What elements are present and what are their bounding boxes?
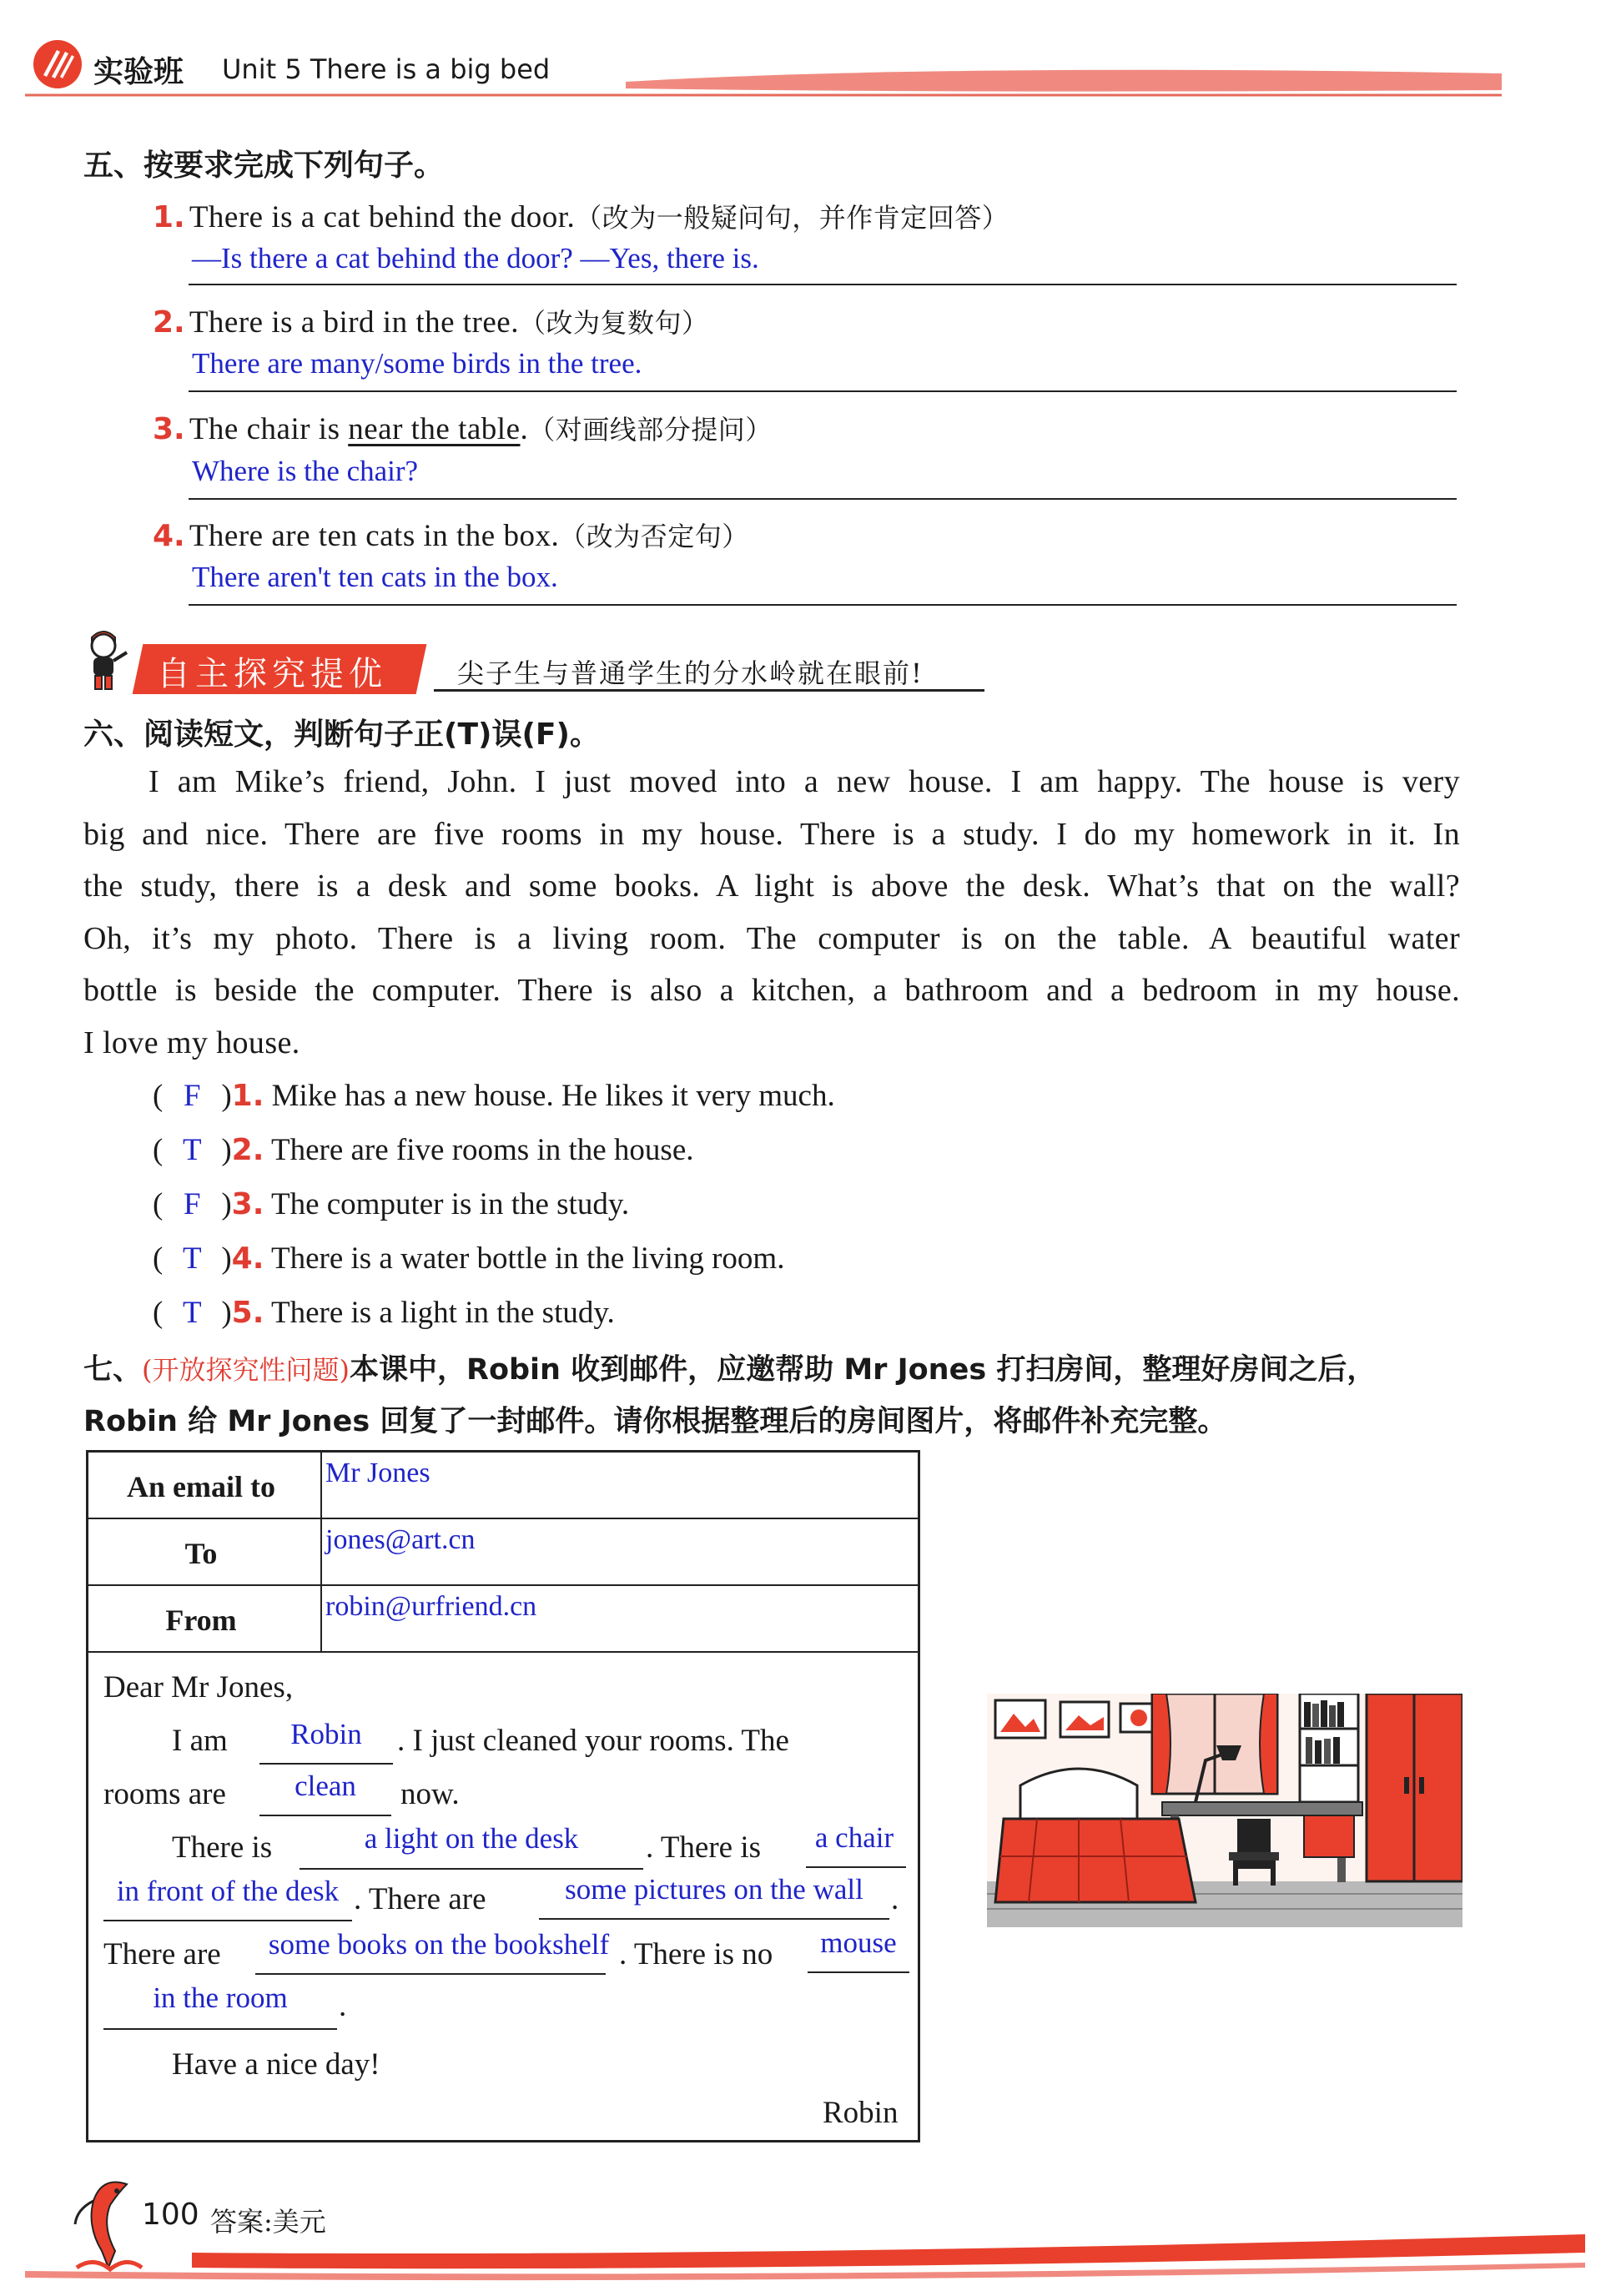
item-sentence: There are ten cats in the box.	[189, 519, 560, 553]
dolphin-mascot-icon	[68, 2176, 143, 2276]
banner-slogan: 尖子生与普通学生的分水岭就在眼前!	[457, 657, 924, 689]
item-number: 4.	[231, 1241, 264, 1276]
from-label: From	[165, 1604, 237, 1637]
item-instruction: （对画线部分提问）	[528, 414, 773, 446]
passage-line: Oh, it’s my photo. There is a living room. The computer is on the table. A beautiful water	[83, 920, 1460, 956]
item-number: 1.	[153, 200, 185, 234]
blank-line	[806, 1866, 906, 1868]
answer-line	[189, 284, 1457, 285]
item-number: 5.	[231, 1296, 264, 1330]
banner-title: 自主探究提优	[157, 655, 387, 693]
s5-item-3: 3. The chair is near the table.（对画线部分提问）	[153, 412, 773, 446]
closing-line: Have a nice day!	[172, 2047, 380, 2082]
email-form: An email to Mr Jones To jones@art.cn From robin@urfriend.cn Dear Mr Jones, I am Robin . I just cleaned your rooms. The rooms are clean now. There is a light on the desk . There is a chair in front of the desk . There are some pictures on the wall . There are some books on the bookshelf . There is no mouse in the room . Have a nice day! Robin	[86, 1450, 920, 2142]
passage-line: big and nice. There are five rooms in my house. There is a study. I do my homework in it. In	[83, 816, 1460, 852]
to-label: To	[184, 1537, 218, 1570]
passage-line: the study, there is a desk and some books. A light is above the desk. What’s that on the wall?	[83, 869, 1460, 904]
tf-statement: There is a light in the study.	[270, 1296, 615, 1330]
banner-underline	[434, 689, 984, 692]
s5-answer-2: There are many/some birds in the tree.	[192, 347, 642, 380]
item-number: 1.	[231, 1079, 264, 1113]
room-illustration	[987, 1694, 1463, 1927]
tf-answer: T	[183, 1241, 202, 1276]
blank-line	[103, 1920, 352, 1921]
page-number: 100	[142, 2198, 199, 2232]
answer-line	[189, 390, 1457, 392]
tf-statement: There is a water bottle in the living room.	[270, 1241, 785, 1276]
tf-item-2: ( T )2. There are five rooms in the house.	[153, 1133, 694, 1167]
tf-statement: There are five rooms in the house.	[270, 1133, 694, 1167]
item-number: 3.	[153, 412, 185, 446]
section7-instruction: Robin 给 Mr Jones 回复了一封邮件。请你根据整理后的房间图片，将邮件补充完整。	[83, 1405, 1227, 1438]
tf-answer: F	[184, 1079, 201, 1113]
underlined-phrase: near the table	[348, 412, 521, 446]
passage-line: bottle is beside the computer. There is also a kitchen, a bathroom and a bedroom in my house.	[83, 973, 1460, 1008]
fill-front: in front of the desk	[116, 1875, 340, 1907]
fill-state: clean	[295, 1770, 356, 1802]
fill-room: in the room	[153, 1981, 288, 2014]
tf-item-1: ( F )1. Mike has a new house. He likes it very much.	[153, 1079, 835, 1113]
s5-item-1	[153, 197, 1009, 235]
email-to-label: An email to	[127, 1470, 275, 1503]
blank-line	[259, 1763, 393, 1765]
answer-line	[189, 604, 1457, 606]
book-logo-icon	[32, 38, 83, 90]
open-question-tag: (开放探究性问题)	[142, 1354, 350, 1386]
fill-light: a light on the desk	[364, 1822, 579, 1855]
blank-line	[808, 1971, 909, 1973]
fill-books: some books on the bookshelf	[268, 1928, 610, 1961]
table-divider	[88, 1518, 918, 1519]
item-sentence: The chair is	[189, 412, 349, 446]
tf-answer: T	[183, 1133, 202, 1167]
reading-passage	[83, 756, 1460, 1069]
section6-heading: 六、阅读短文，判断句子正(T)误(F)。	[83, 718, 600, 752]
passage-line: I love my house.	[83, 1025, 300, 1060]
tf-answer: T	[183, 1296, 202, 1330]
from-value: robin@urfriend.cn	[325, 1591, 537, 1622]
section5-heading: 五、按要求完成下列句子。	[83, 149, 445, 183]
item-number: 2.	[153, 305, 185, 340]
blank-line	[103, 2028, 337, 2030]
greeting: Dear Mr Jones,	[103, 1670, 294, 1704]
item-sentence: There is a cat behind the door.	[189, 200, 576, 234]
blank-line	[259, 1815, 391, 1816]
signature: Robin	[823, 2096, 899, 2130]
to-value: jones@art.cn	[325, 1524, 476, 1555]
item-instruction: （改为否定句）	[559, 521, 749, 552]
s5-item-4	[153, 516, 749, 554]
item-sentence: There is a bird in the tree.	[189, 305, 519, 340]
fill-name: Robin	[290, 1718, 362, 1750]
fill-chair: a chair	[814, 1821, 894, 1854]
item-number: 4.	[153, 519, 185, 553]
table-divider	[320, 1453, 322, 1653]
fill-pictures: some pictures on the wall	[565, 1873, 863, 1906]
mascot-icon	[77, 627, 135, 694]
s5-answer-1: —Is there a cat behind the door? —Yes, there is.	[192, 242, 759, 274]
item-instruction: （改为复数句）	[518, 307, 709, 339]
fill-mouse: mouse	[820, 1926, 897, 1959]
tf-item-3: ( F )3. The computer is in the study.	[153, 1187, 630, 1221]
blank-line	[539, 1918, 889, 1920]
section7-heading: 七、(开放探究性问题)本课中，Robin 收到邮件，应邀帮助 Mr Jones 打扫房间，整理好房间之后，	[83, 1353, 1377, 1387]
blank-line	[255, 1973, 606, 1975]
tf-item-4: ( T )4. There is a water bottle in the living room.	[153, 1241, 785, 1276]
s5-answer-3: Where is the chair?	[192, 455, 419, 487]
tf-statement: The computer is in the study.	[270, 1187, 630, 1221]
email-to-value: Mr Jones	[325, 1458, 430, 1488]
table-divider	[88, 1651, 918, 1653]
table-divider	[88, 1584, 918, 1586]
tf-answer: F	[184, 1187, 201, 1221]
answer-note: 答案:美元	[210, 2206, 326, 2238]
item-instruction: （改为一般疑问句，并作肯定回答）	[575, 202, 1009, 234]
blank-line	[300, 1868, 643, 1870]
item-number: 3.	[231, 1187, 264, 1221]
unit-title: Unit 5 There is a big bed	[222, 53, 551, 85]
tf-statement: Mike has a new house. He likes it very much.	[271, 1079, 835, 1113]
passage-line: I am Mike’s friend, John. I just moved into a new house. I am happy. The house is very	[149, 764, 1460, 799]
answer-line	[189, 498, 1457, 500]
brand-title: 实验班	[93, 55, 184, 89]
tf-item-5: ( T )5. There is a light in the study.	[153, 1296, 615, 1330]
s5-item-2	[153, 302, 709, 340]
s5-answer-4: There aren't ten cats in the box.	[192, 561, 558, 593]
item-number: 2.	[231, 1133, 264, 1167]
